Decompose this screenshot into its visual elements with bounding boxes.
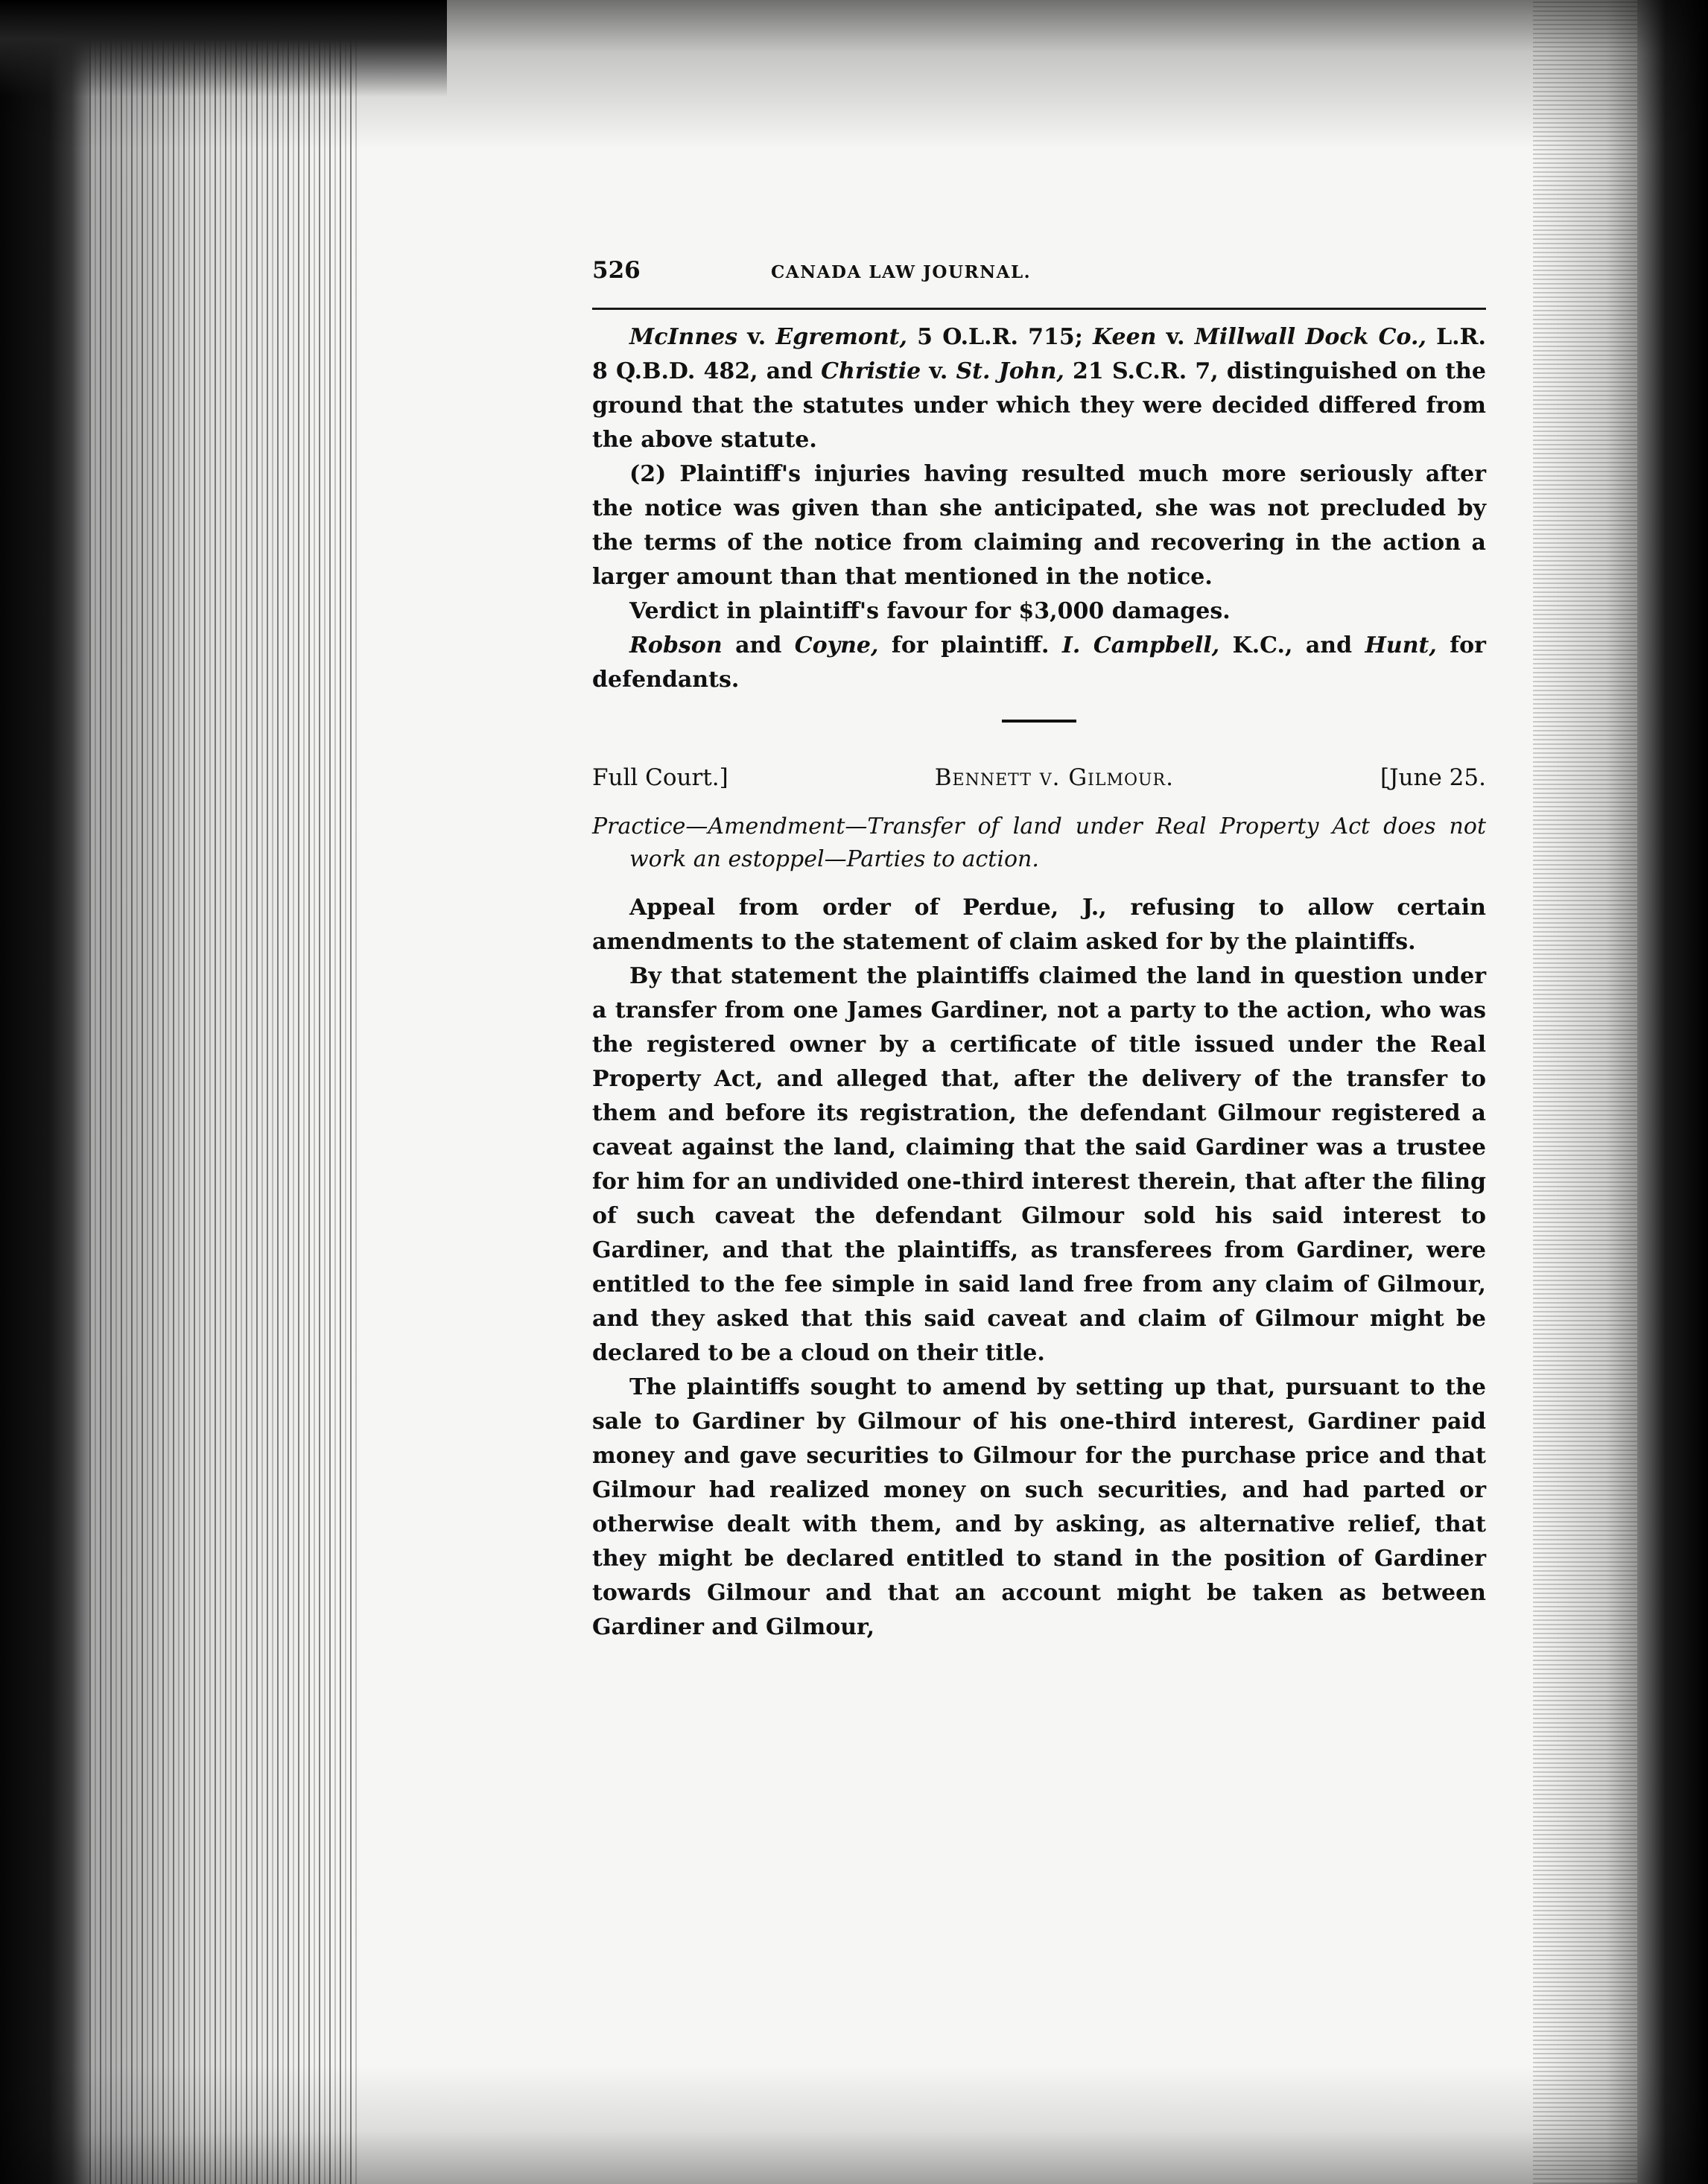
case-separator: v. <box>737 324 776 350</box>
case-name: McInnes <box>629 324 738 350</box>
verdict-paragraph: Verdict in plaintiff's favour for $3,000 damages. <box>629 598 1231 624</box>
holding-paragraph: (2) Plaintiff's injuries having resulted much more seriously after the notice was given than she anticipated, she was not precluded by the terms of the notice from claiming and recovering in the action a larger amount than that mentioned in the notice. <box>592 461 1486 590</box>
book-binding-shadow <box>0 0 89 2184</box>
counsel-connector: K.C., and <box>1219 632 1365 658</box>
counsel-name: Hunt, <box>1365 632 1437 658</box>
case-title: Bennett v. Gilmour. <box>934 764 1174 791</box>
right-edge-shadow <box>1637 0 1708 2184</box>
citation: L.R. 8 Q.B.D. 482, and <box>592 324 1486 384</box>
headnote: Practice—Amendment—Transfer of land under Real Property Act does not work an estoppel—Parties to action. <box>592 813 1486 872</box>
counsel-connector: for defendants. <box>592 632 1486 693</box>
top-left-corner-shadow <box>0 0 447 97</box>
amendment-paragraph: The plaintiffs sought to amend by setting up that, pursuant to the sale to Gardiner by Gilmour of his one-third interest, Gardiner paid money and gave securities to Gilmour for the purchase price and that Gilmour had realized money on such securities, and had parted or otherwise dealt with them, and by asking, as alternative relief, that they might be declared entitled to stand in the position of Gardiner towards Gilmour and that an account might be taken as between Gardiner and Gilmour, <box>592 1374 1486 1640</box>
page-number: 526 <box>592 257 641 284</box>
case-name: Egremont, <box>775 324 907 350</box>
journal-title: CANADA LAW JOURNAL. <box>771 262 1032 282</box>
running-head <box>592 257 1486 294</box>
text-column <box>592 257 1486 1645</box>
case-date: [June 25. <box>1380 764 1486 791</box>
section-divider <box>1002 720 1076 723</box>
claim-paragraph: By that statement the plaintiffs claimed the land in question under a transfer from one James Gardiner, not a party to the action, who was the registered owner by a certificate of title issued under the Real Property Act, and alleged that, after the delivery of the transfer to them and before its registration, the defendant Gilmour registered a caveat against the land, claiming that the said Gardiner was a trustee for him for an undivided one-third interest therein, that after the filing of such caveat the defendant Gilmour sold his said interest to Gardiner, and that the plaintiffs, as transferees from Gardiner, were entitled to the fee simple in said land free from any claim of Gilmour, and they asked that this said caveat and claim of Gilmour might be declared to be a cloud on their title. <box>592 963 1486 1366</box>
counsel-connector: and <box>722 632 795 658</box>
case-citations-paragraph <box>592 320 1486 457</box>
citation: 21 S.C.R. 7, distinguished on the ground that the statutes under which they were decided differed from the above statute. <box>592 358 1487 453</box>
right-edge-texture <box>1533 0 1637 2184</box>
counsel-name: Robson <box>629 632 723 658</box>
case-heading <box>592 761 1486 794</box>
case-name: Keen <box>1093 324 1157 350</box>
case-name: St. John, <box>956 358 1064 384</box>
court-name: Full Court.] <box>592 764 728 791</box>
citation: 5 O.L.R. 715; <box>907 324 1093 350</box>
case-name: Millwall Dock Co., <box>1194 324 1426 350</box>
bottom-edge-shadow <box>0 2065 1708 2184</box>
counsel-name: Coyne, <box>794 632 879 658</box>
page-edge-texture <box>89 0 358 2184</box>
case-separator: v. <box>921 358 956 384</box>
case-separator: v. <box>1156 324 1195 350</box>
header-rule <box>592 308 1486 310</box>
case-name: Christie <box>821 358 921 384</box>
counsel-paragraph <box>592 629 1486 697</box>
counsel-connector: for plaintiff. <box>878 632 1062 658</box>
appeal-paragraph: Appeal from order of Perdue, J., refusing to allow certain amendments to the statement of claim asked for by the plaintiffs. <box>592 895 1486 955</box>
counsel-name: I. Campbell, <box>1061 632 1220 658</box>
